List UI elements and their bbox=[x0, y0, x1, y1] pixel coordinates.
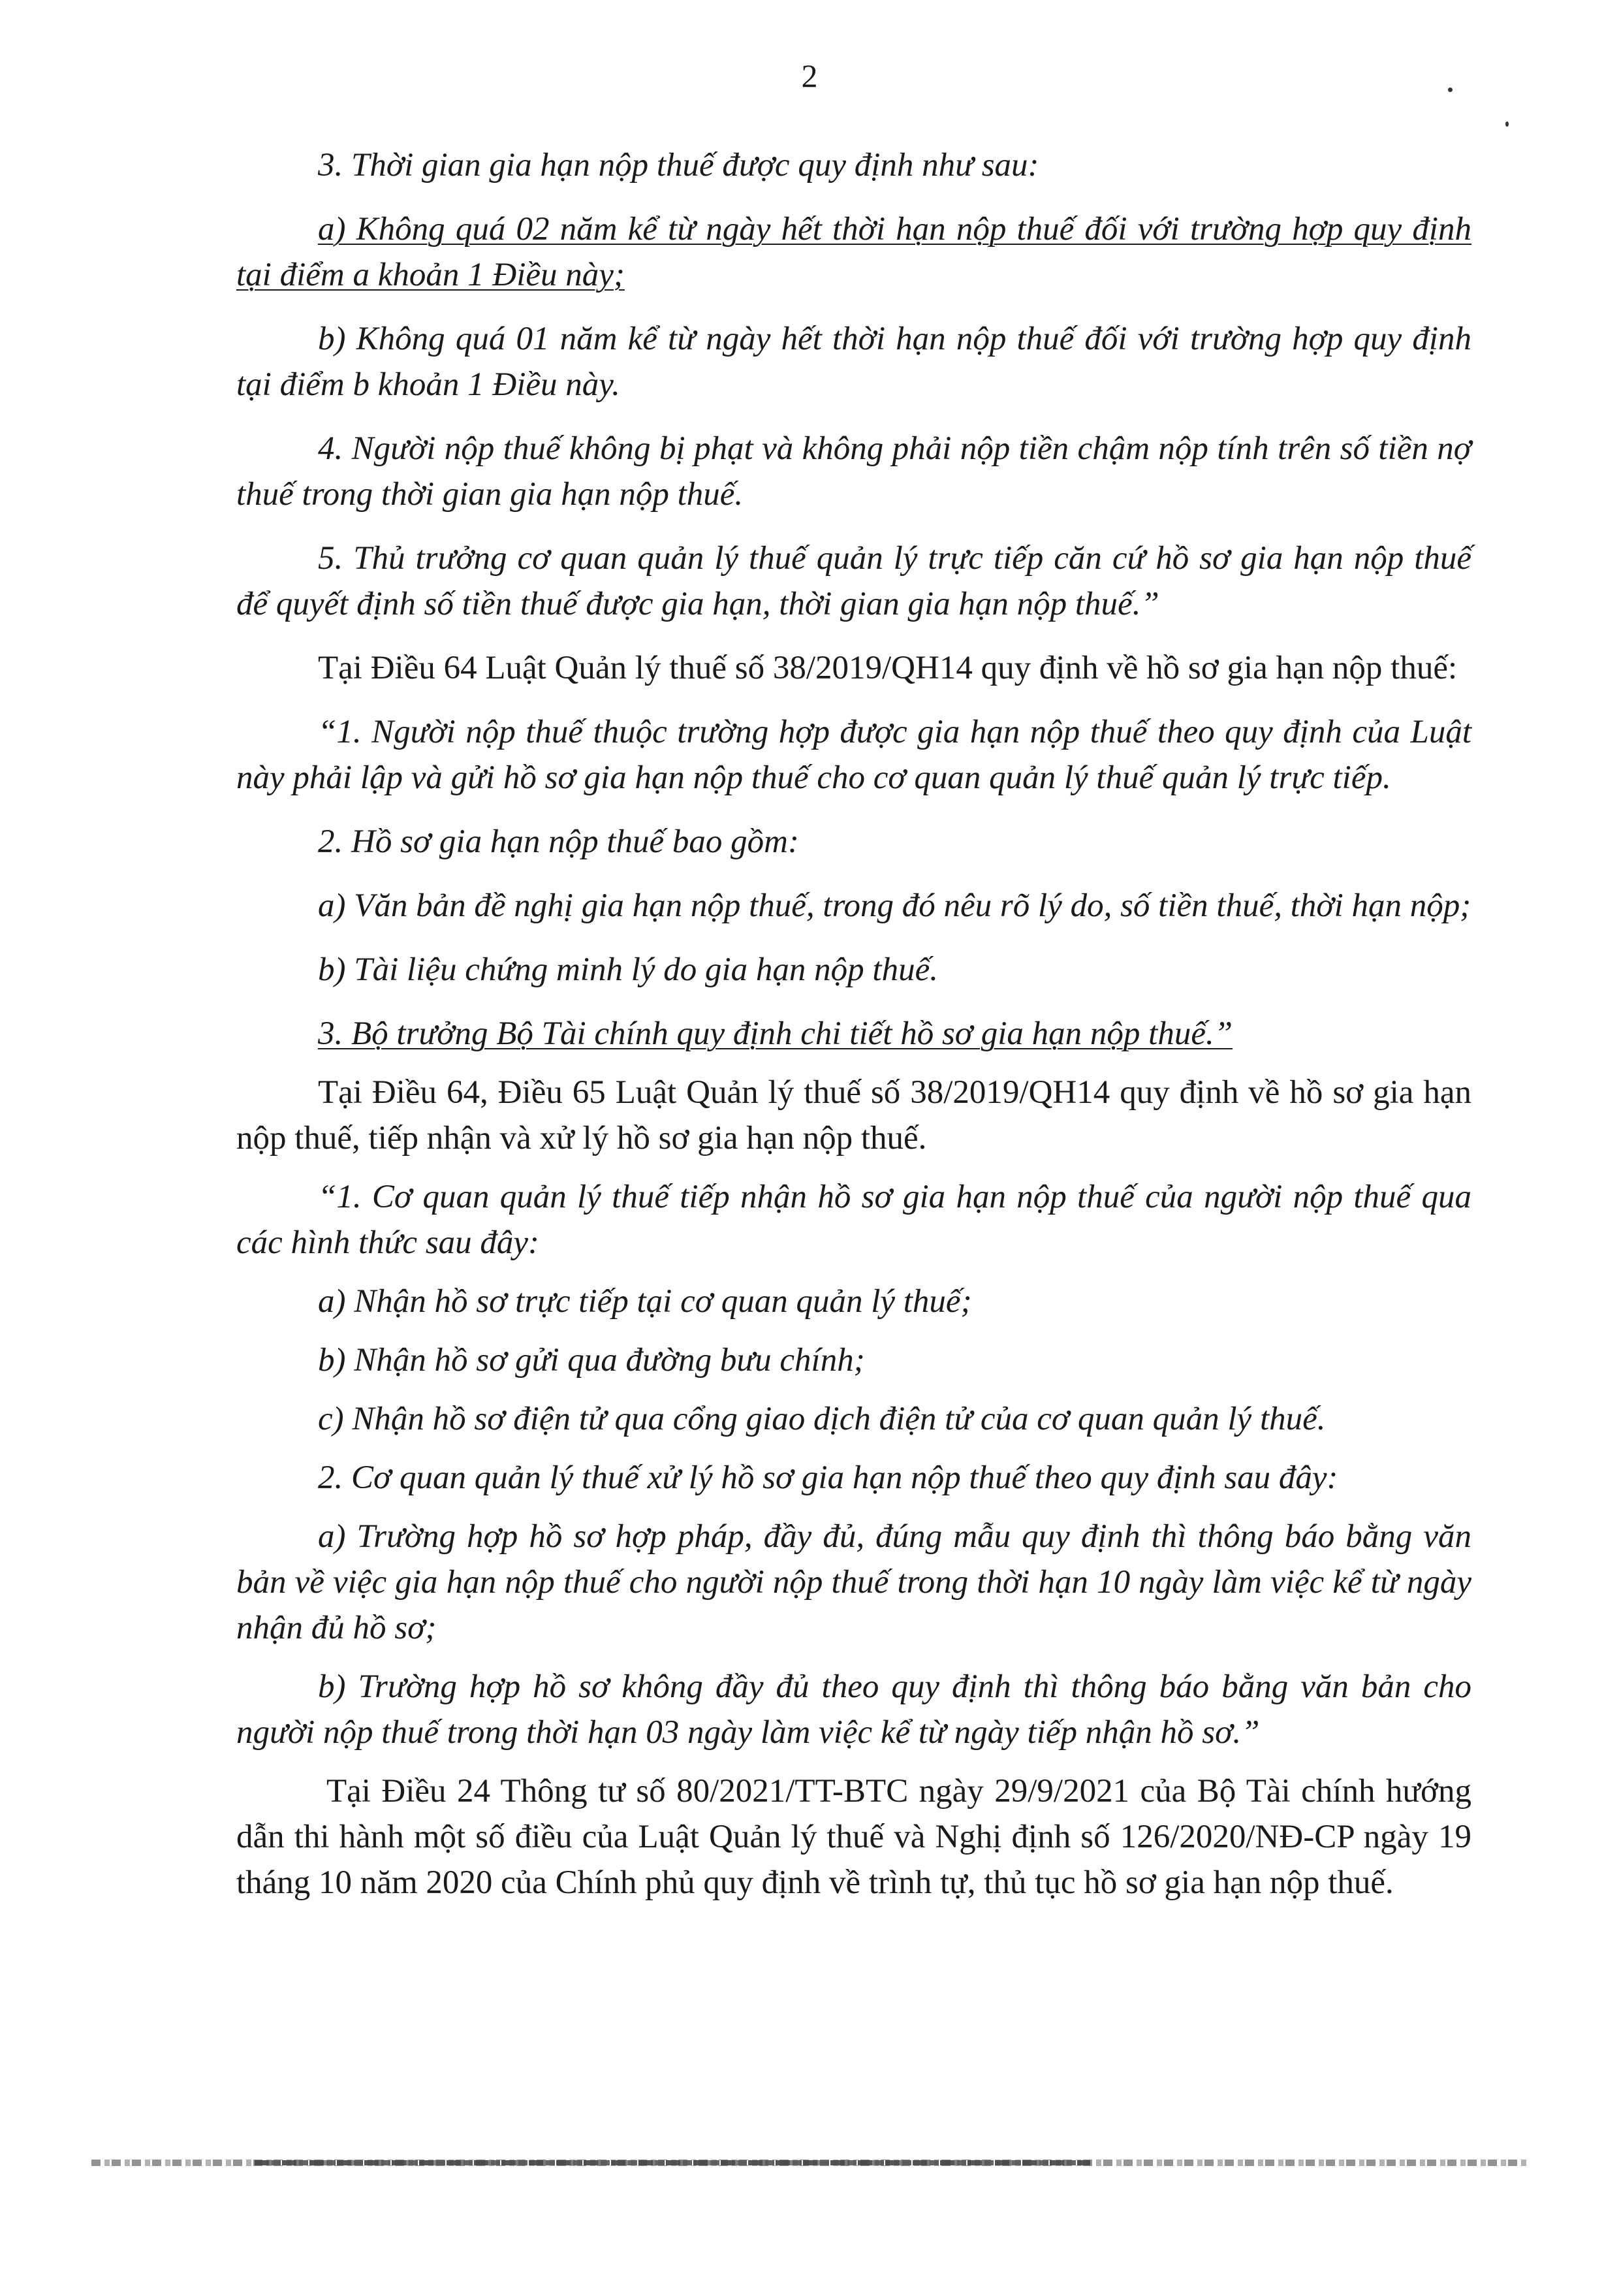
paragraph-article-64-clause-2b: b) Tài liệu chứng minh lý do gia hạn nộp thuế. bbox=[318, 951, 938, 988]
paragraph-clause-4: 4. Người nộp thuế không bị phạt và không phải nộp tiền chậm nộp tính trên số tiền nợ thuế trong thời gian gia hạn nộp thuế. bbox=[236, 430, 1471, 513]
paragraph-article-64-clause-3: 3. Bộ trưởng Bộ Tài chính quy định chi tiết hồ sơ gia hạn nộp thuế.” bbox=[318, 1015, 1233, 1052]
paragraph-article-64-clause-2a: a) Văn bản đề nghị gia hạn nộp thuế, trong đó nêu rõ lý do, số tiền thuế, thời hạn nộp; bbox=[318, 887, 1471, 924]
paragraph-clause-5: 5. Thủ trưởng cơ quan quản lý thuế quản lý trực tiếp căn cứ hồ sơ gia hạn nộp thuế để quyết định số tiền thuế được gia hạn, thời gian gia hạn nộp thuế.” bbox=[236, 540, 1471, 622]
paragraph-circular-80-intro: Tại Điều 24 Thông tư số 80/2021/TT-BTC ngày 29/9/2021 của Bộ Tài chính hướng dẫn thi hành một số điều của Luật Quản lý thuế và Nghị định số 126/2020/NĐ-CP ngày 19 tháng 10 năm 2020 của Chính phủ quy định về trình tự, thủ tục hồ sơ gia hạn nộp thuế. bbox=[236, 1773, 1471, 1901]
paragraph-article-65-clause-1: “1. Cơ quan quản lý thuế tiếp nhận hồ sơ gia hạn nộp thuế của người nộp thuế qua các hình thức sau đây: bbox=[236, 1179, 1471, 1261]
paragraph-article-65-clause-1b: b) Nhận hồ sơ gửi qua đường bưu chính; bbox=[318, 1342, 865, 1379]
paragraph-clause-3b: b) Không quá 01 năm kể từ ngày hết thời hạn nộp thuế đối với trường hợp quy định tại điểm b khoản 1 Điều này. bbox=[236, 321, 1471, 403]
scan-artifact-line-core bbox=[255, 2160, 1090, 2165]
paragraph-article-65-clause-2: 2. Cơ quan quản lý thuế xử lý hồ sơ gia hạn nộp thuế theo quy định sau đây: bbox=[318, 1459, 1338, 1496]
document-body bbox=[236, 142, 1471, 1905]
paragraph-article-64-clause-2: 2. Hồ sơ gia hạn nộp thuế bao gồm: bbox=[318, 823, 799, 860]
paragraph-article-65-clause-2a: a) Trường hợp hồ sơ hợp pháp, đầy đủ, đúng mẫu quy định thì thông báo bằng văn bản về việc gia hạn nộp thuế cho người nộp thuế trong thời hạn 10 ngày làm việc kể từ ngày nhận đủ hồ sơ; bbox=[236, 1518, 1471, 1646]
paragraph-article-64-65-intro: Tại Điều 64, Điều 65 Luật Quản lý thuế số 38/2019/QH14 quy định về hồ sơ gia hạn nộp thuế, tiếp nhận và xử lý hồ sơ gia hạn nộp thuế. bbox=[236, 1074, 1471, 1156]
paragraph-clause-3: 3. Thời gian gia hạn nộp thuế được quy định như sau: bbox=[318, 147, 1039, 183]
scan-speck bbox=[1505, 121, 1509, 127]
page-number: 2 bbox=[801, 57, 818, 94]
paragraph-article-65-clause-2b: b) Trường hợp hồ sơ không đầy đủ theo quy định thì thông báo bằng văn bản cho người nộp thuế trong thời hạn 03 ngày làm việc kể từ ngày tiếp nhận hồ sơ.” bbox=[236, 1668, 1471, 1751]
paragraph-article-64-intro: Tại Điều 64 Luật Quản lý thuế số 38/2019/QH14 quy định về hồ sơ gia hạn nộp thuế: bbox=[318, 650, 1458, 686]
paragraph-article-65-clause-1a: a) Nhận hồ sơ trực tiếp tại cơ quan quản lý thuế; bbox=[318, 1283, 972, 1320]
paragraph-article-65-clause-1c: c) Nhận hồ sơ điện tử qua cổng giao dịch điện tử của cơ quan quản lý thuế. bbox=[318, 1401, 1326, 1437]
paragraph-clause-3a: a) Không quá 02 năm kể từ ngày hết thời hạn nộp thuế đối với trường hợp quy định tại điểm a khoản 1 Điều này; bbox=[236, 211, 1471, 293]
paragraph-article-64-clause-1: “1. Người nộp thuế thuộc trường hợp được gia hạn nộp thuế theo quy định của Luật này phải lập và gửi hồ sơ gia hạn nộp thuế cho cơ quan quản lý thuế quản lý trực tiếp. bbox=[236, 714, 1471, 796]
scan-speck bbox=[1448, 88, 1453, 92]
